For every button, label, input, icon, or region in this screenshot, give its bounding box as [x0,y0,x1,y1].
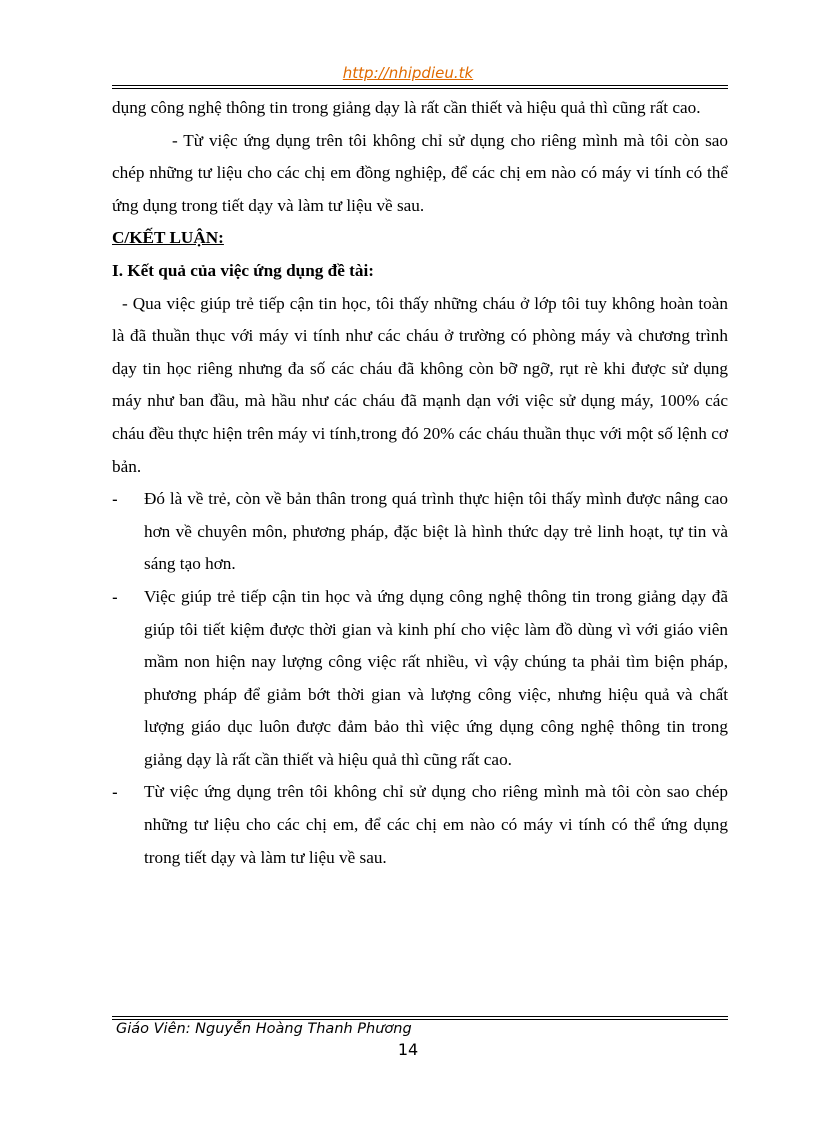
header-rule-top [112,85,728,86]
conclusion-list [112,483,728,874]
page-number: 14 [397,1040,419,1059]
list-item [112,483,728,581]
footer-rule-bottom [112,1019,728,1020]
list-item-text: Việc giúp trẻ tiếp cận tin học và ứng dụng công nghệ thông tin trong giảng dạy đã giúp tôi tiết kiệm được thời gian và kinh phí cho việc làm đồ dùng vì với giáo viên mầm non hiện nay lượng công việc rất nhiều, vì vậy chúng ta phải tìm biện pháp, phương pháp để giảm bớt thời gian và lượng công việc, nhưng hiệu quả và chất lượng giáo dục luôn được đảm bảo thì việc ứng dụng công nghệ thông tin trong giảng dạy là rất cần thiết và hiệu quả thì cũng rất cao. [144,586,728,769]
footer-rule-top [112,1016,728,1017]
list-item [112,581,728,777]
header-link[interactable]: http://nhipdieu.tk [342,64,474,82]
list-item-text: Từ việc ứng dụng trên tôi không chỉ sử dụng cho riêng mình mà tôi còn sao chép những tư liệu cho các chị em, để các chị em nào có máy vi tính có thể ứng dụng trong tiết dạy và làm tư liệu về sau. [144,782,728,867]
list-item-text: Đó là về trẻ, còn về bản thân trong quá trình thực hiện tôi thấy mình được nâng cao hơn về chuyên môn, phương pháp, đặc biệt là hình thức dạy trẻ linh hoạt, tự tin và sáng tạo hơn. [144,489,728,574]
header-rule-bottom [112,88,728,89]
body-content [112,92,728,874]
section-heading-conclusion: C/KẾT LUẬN: [112,228,224,248]
paragraph-continuation: dụng công nghệ thông tin trong giảng dạy là rất cần thiết và hiệu quả thì cũng rất cao. [112,98,701,117]
footer-author: Giáo Viên: Nguyễn Hoàng Thanh Phương [116,1021,412,1037]
paragraph-results: - Qua việc giúp trẻ tiếp cận tin học, tôi thấy những cháu ở lớp tôi tuy không hoàn toàn là đã thuần thục với máy vi tính như các cháu ở trường có phòng máy và chương trình dạy tin học riêng nhưng đa số các cháu đã không còn bỡ ngỡ, rụt rè khi được sử dụng máy như ban đầu, mà hầu như các cháu đã mạnh dạn với việc sử dụng máy, 100% các cháu đều thực hiện trên máy vi tính,trong đó 20% các cháu thuần thục với một số lệnh cơ bản. [112,293,728,476]
subsection-heading-results: I. Kết quả của việc ứng dụng đề tài: [112,260,374,280]
dash-bullet: - [112,489,118,510]
dash-bullet: - [112,586,118,607]
paragraph-copy-materials: - Từ việc ứng dụng trên tôi không chỉ sử dụng cho riêng mình mà tôi còn sao chép những tư liệu cho các chị em đồng nghiệp, để các chị em nào có máy vi tính có thể ứng dụng trong tiết dạy và làm tư liệu về sau. [112,130,728,215]
list-item [112,776,728,874]
dash-bullet: - [112,782,118,803]
